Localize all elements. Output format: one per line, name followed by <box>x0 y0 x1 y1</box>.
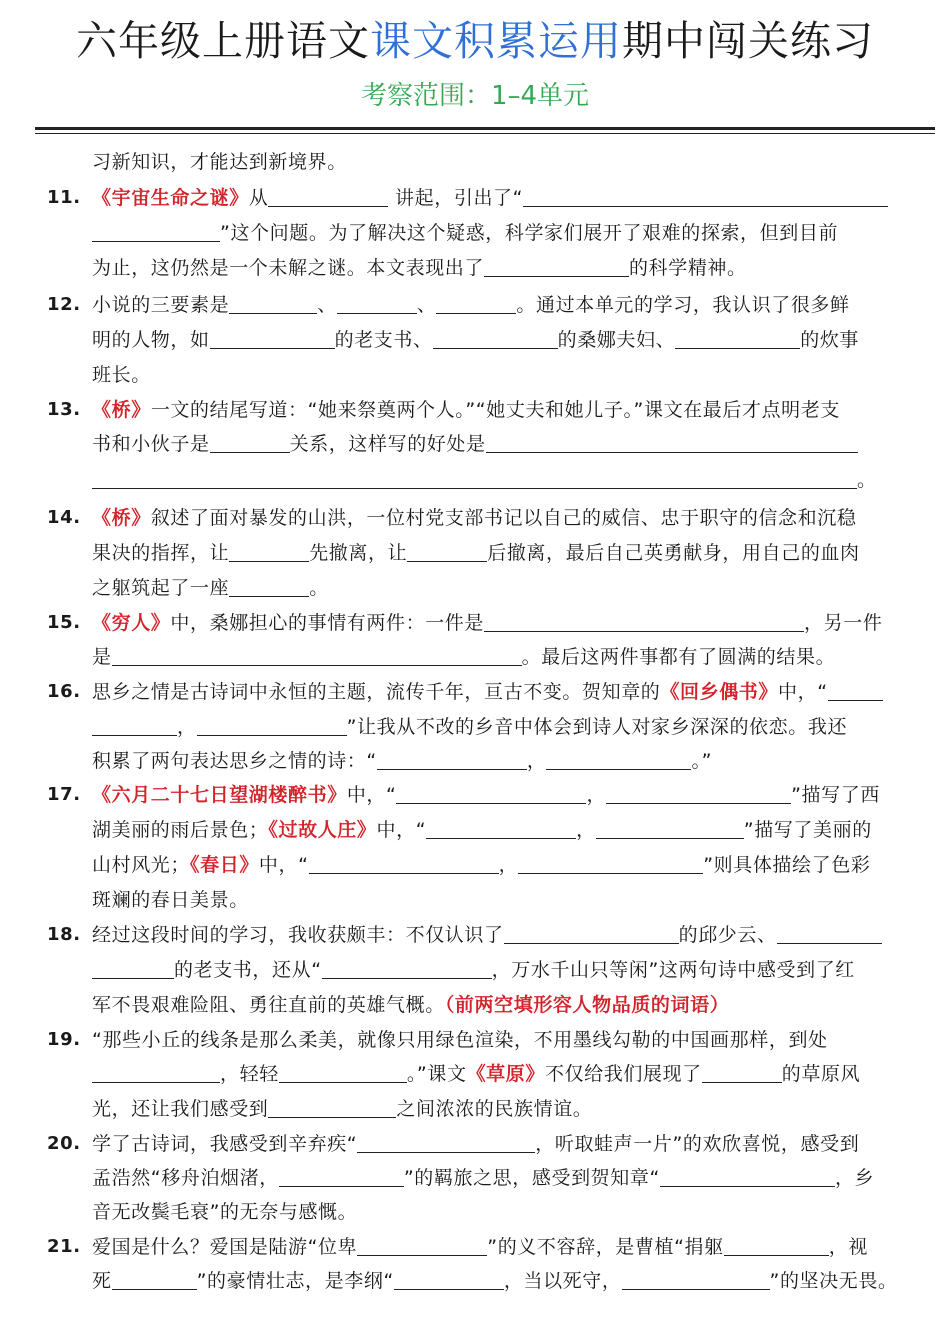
text: 叙述了面对暴发的山洪，一位村党支部书记以自己的威信、忠于职守的信念和沉稳 <box>150 507 857 529</box>
book-title: 《桥》 <box>92 507 151 529</box>
text: 学了古诗词，我感受到辛弃疾“ <box>92 1133 358 1155</box>
book-title: 《过故人庄》 <box>268 819 377 841</box>
text: 小说的三要素是 <box>92 294 230 316</box>
text: ”则具体描绘了色彩 <box>703 854 871 876</box>
q17-number: 17. <box>47 784 81 805</box>
answer-blank[interactable] <box>229 291 317 314</box>
text: 从 <box>248 187 269 209</box>
answer-blank[interactable] <box>357 1233 487 1256</box>
text: 积累了两句表达思乡之情的诗：“ <box>92 750 377 772</box>
hint-note: （前两空填形容人物品质的词语） <box>444 994 730 1016</box>
text: 关系，这样写的好处是 <box>289 433 486 455</box>
q20-line3: 音无改鬓毛衰”的无奈与感慨。 <box>92 1201 358 1223</box>
book-title: 《回乡偶书》 <box>660 681 779 703</box>
text: 的科学精神。 <box>629 257 747 279</box>
text: 果决的指挥，让 <box>92 542 230 564</box>
answer-blank[interactable] <box>322 956 492 979</box>
answer-blank[interactable] <box>596 816 744 839</box>
text: 。通过本单元的学习，我认识了很多鲜 <box>516 294 850 316</box>
answer-blank[interactable] <box>197 713 347 736</box>
q13-line2 <box>92 429 858 459</box>
text: ， <box>177 716 197 738</box>
answer-blank[interactable] <box>518 851 703 874</box>
text: 、 <box>416 294 437 316</box>
answer-blank[interactable] <box>268 1095 396 1118</box>
text: ”的义不容辞，是曹植“捐躯 <box>487 1236 724 1258</box>
text: ， <box>576 819 596 841</box>
text: 明的人物，如 <box>92 329 210 351</box>
text: ”描写了美丽的 <box>743 819 872 841</box>
text: ，另一件 <box>804 612 883 634</box>
q15-line1 <box>92 608 882 638</box>
text: 一文的结尾写道：“她来祭奠两个人。”“她丈夫和她儿子。”课文在最后才点明老支 <box>150 399 840 421</box>
answer-blank[interactable] <box>484 254 629 277</box>
text: 孟浩然“移舟泊烟渚， <box>92 1167 279 1189</box>
answer-blank[interactable] <box>92 713 177 736</box>
q15-line2 <box>92 642 835 672</box>
answer-blank[interactable] <box>622 1267 770 1290</box>
text: 、 <box>317 294 337 316</box>
q12-number: 12. <box>47 294 81 315</box>
q11-line2 <box>92 218 838 248</box>
text: ， <box>526 750 547 772</box>
text: ， <box>498 854 519 876</box>
text: 后撤离，最后自己英勇献身，用自己的血肉 <box>487 542 860 564</box>
q16-line1 <box>92 677 883 707</box>
text: 的邱少云、 <box>678 924 777 946</box>
q12-line3: 班长。 <box>92 364 151 386</box>
answer-blank[interactable] <box>377 747 527 770</box>
answer-blank[interactable] <box>112 643 522 666</box>
text: 的炊事 <box>800 329 860 351</box>
q14-line2 <box>92 538 860 568</box>
text: ”描写了西 <box>791 784 880 806</box>
q19-line1: “那些小丘的线条是那么柔美，就像只用绿色渲染，不用墨线勾勒的中国画那样，到处 <box>92 1029 828 1051</box>
q20-number: 20. <box>47 1133 81 1154</box>
answer-blank[interactable] <box>92 466 857 489</box>
text: 湖美丽的雨后景色； <box>92 819 269 841</box>
q12-line2 <box>92 325 859 355</box>
q21-number: 21. <box>47 1236 81 1257</box>
q13-line3 <box>92 465 877 495</box>
answer-blank[interactable] <box>210 326 335 349</box>
answer-blank[interactable] <box>606 781 791 804</box>
q19-number: 19. <box>47 1029 81 1050</box>
answer-blank[interactable] <box>546 747 691 770</box>
text: 爱国是什么？爱国是陆游“位卑 <box>92 1236 358 1258</box>
text: 经过这段时间的学习，我收获颇丰：不仅认识了 <box>92 924 504 946</box>
text: ”的坚决无畏。 <box>769 1270 898 1292</box>
book-title: 《春日》 <box>190 854 259 876</box>
text: 之间浓浓的民族情谊。 <box>396 1098 593 1120</box>
title-part-1: 六年级上册语文 <box>76 17 370 65</box>
text: ”的豪情壮志，是李纲“ <box>196 1270 394 1292</box>
text: ，万水千山只等闲”这两句诗中感受到了红 <box>491 959 855 981</box>
q14-number: 14. <box>47 507 81 528</box>
text: 山村风光； <box>92 854 191 876</box>
book-title: 《草原》 <box>466 1063 545 1085</box>
answer-blank[interactable] <box>407 539 487 562</box>
text: 。 <box>857 469 877 491</box>
answer-blank[interactable] <box>92 219 220 242</box>
answer-blank[interactable] <box>777 921 882 944</box>
answer-blank[interactable] <box>486 430 858 453</box>
text: 。” <box>691 750 713 772</box>
text: 中，“ <box>778 681 828 703</box>
text: 中，“ <box>346 784 397 806</box>
q14-line1 <box>92 503 856 533</box>
answer-blank[interactable] <box>828 678 883 701</box>
text: ”让我从不改的乡音中体会到诗人对家乡深深的依恋。我还 <box>346 716 848 738</box>
answer-blank[interactable] <box>279 1060 407 1083</box>
answer-blank[interactable] <box>675 326 800 349</box>
answer-blank[interactable] <box>268 184 388 207</box>
text: ”的羁旅之思，感受到贺知章“ <box>403 1167 660 1189</box>
answer-blank[interactable] <box>426 816 576 839</box>
answer-blank[interactable] <box>396 781 586 804</box>
text: 之躯筑起了一座 <box>92 577 230 599</box>
answer-blank[interactable] <box>724 1233 829 1256</box>
text: 的老支书，还从“ <box>174 959 322 981</box>
answer-blank[interactable] <box>504 921 679 944</box>
text: 先撤离，让 <box>309 542 408 564</box>
book-title: 《桥》 <box>92 399 151 421</box>
book-title: 《六月二十七日望湖楼醉书》 <box>92 784 347 806</box>
q12-line1 <box>92 290 850 320</box>
q20-line2 <box>92 1163 874 1193</box>
text: ，当以死守， <box>503 1270 622 1292</box>
q17-line1 <box>92 780 880 810</box>
text: 军不畏艰难险阻、勇往直前的英雄气概。 <box>92 994 445 1016</box>
text: 。”课文 <box>406 1063 467 1085</box>
answer-blank[interactable] <box>112 1267 197 1290</box>
q15-number: 15. <box>47 612 81 633</box>
text: ”这个问题。为了解决这个疑惑，科学家们展开了艰难的探索，但到目前 <box>220 222 839 244</box>
book-title: 《穷人》 <box>92 612 171 634</box>
text: 思乡之情是古诗词中永恒的主题，流传千年，亘古不变。贺知章的 <box>92 681 661 703</box>
text: 死 <box>92 1270 112 1292</box>
text: ， <box>586 784 607 806</box>
q19-line2 <box>92 1059 860 1089</box>
q14-line3 <box>92 573 329 603</box>
text: 。最后这两件事都有了圆满的结果。 <box>521 646 836 668</box>
text: 光，还让我们感受到 <box>92 1098 269 1120</box>
text: 书和小伙子是 <box>92 433 210 455</box>
text: ，视 <box>828 1236 868 1258</box>
q11-line3 <box>92 253 747 283</box>
answer-blank[interactable] <box>523 184 888 207</box>
q18-line2 <box>92 955 855 985</box>
answer-blank[interactable] <box>210 430 290 453</box>
q16-number: 16. <box>47 681 81 702</box>
text: 不仅给我们展现了 <box>544 1063 702 1085</box>
q13-number: 13. <box>47 399 81 420</box>
q16-line2 <box>92 712 847 742</box>
title-part-3: 期中闯关练习 <box>622 17 874 65</box>
q16-line3 <box>92 746 712 776</box>
q21-line1 <box>92 1232 868 1262</box>
q11-line1 <box>92 183 888 213</box>
answer-blank[interactable] <box>660 1164 835 1187</box>
answer-blank[interactable] <box>309 851 499 874</box>
text: 。 <box>309 577 329 599</box>
q18-line3 <box>92 990 729 1020</box>
text: 的老支书、 <box>334 329 433 351</box>
page-title <box>0 12 950 70</box>
page-subtitle: 考察范围：1–4单元 <box>360 81 590 111</box>
answer-blank[interactable] <box>279 1164 404 1187</box>
q20-line1 <box>92 1129 859 1159</box>
text: 中，“ <box>376 819 427 841</box>
q18-line1 <box>92 920 882 950</box>
worksheet-header <box>0 12 950 116</box>
answer-blank[interactable] <box>484 609 804 632</box>
text: ，轻轻 <box>220 1063 279 1085</box>
q19-line3 <box>92 1094 592 1124</box>
answer-blank[interactable] <box>92 1060 220 1083</box>
answer-blank[interactable] <box>357 1130 535 1153</box>
text: 中，桑娜担心的事情有两件：一件是 <box>170 612 485 634</box>
q17-line2 <box>92 815 872 845</box>
header-divider-thick <box>35 127 935 130</box>
book-title: 《宇宙生命之谜》 <box>92 187 249 209</box>
title-highlight: 课文积累运用 <box>370 17 622 65</box>
q17-line4: 斑斓的春日美景。 <box>92 889 249 911</box>
q10-continuation: 习新知识，才能达到新境界。 <box>92 151 347 173</box>
answer-blank[interactable] <box>394 1267 504 1290</box>
header-divider-thin <box>35 133 935 134</box>
text: 的桑娜夫妇、 <box>557 329 676 351</box>
q17-line3 <box>92 850 870 880</box>
text: 是 <box>92 646 112 668</box>
answer-blank[interactable] <box>436 291 516 314</box>
answer-blank[interactable] <box>229 574 309 597</box>
answer-blank[interactable] <box>337 291 417 314</box>
text: 为止，这仍然是一个未解之谜。本文表现出了 <box>92 257 485 279</box>
q21-line2 <box>92 1266 898 1296</box>
answer-blank[interactable] <box>433 326 558 349</box>
q18-number: 18. <box>47 924 81 945</box>
q13-line1 <box>92 395 840 425</box>
text: 的草原风 <box>781 1063 861 1085</box>
text: 讲起，引出了“ <box>388 187 524 209</box>
q11-number: 11. <box>47 187 81 208</box>
answer-blank[interactable] <box>229 539 309 562</box>
text: 中，“ <box>258 854 309 876</box>
text: ，听取蛙声一片”的欢欣喜悦，感受到 <box>535 1133 860 1155</box>
answer-blank[interactable] <box>92 956 174 979</box>
text: ，乡 <box>834 1167 875 1189</box>
answer-blank[interactable] <box>702 1060 782 1083</box>
